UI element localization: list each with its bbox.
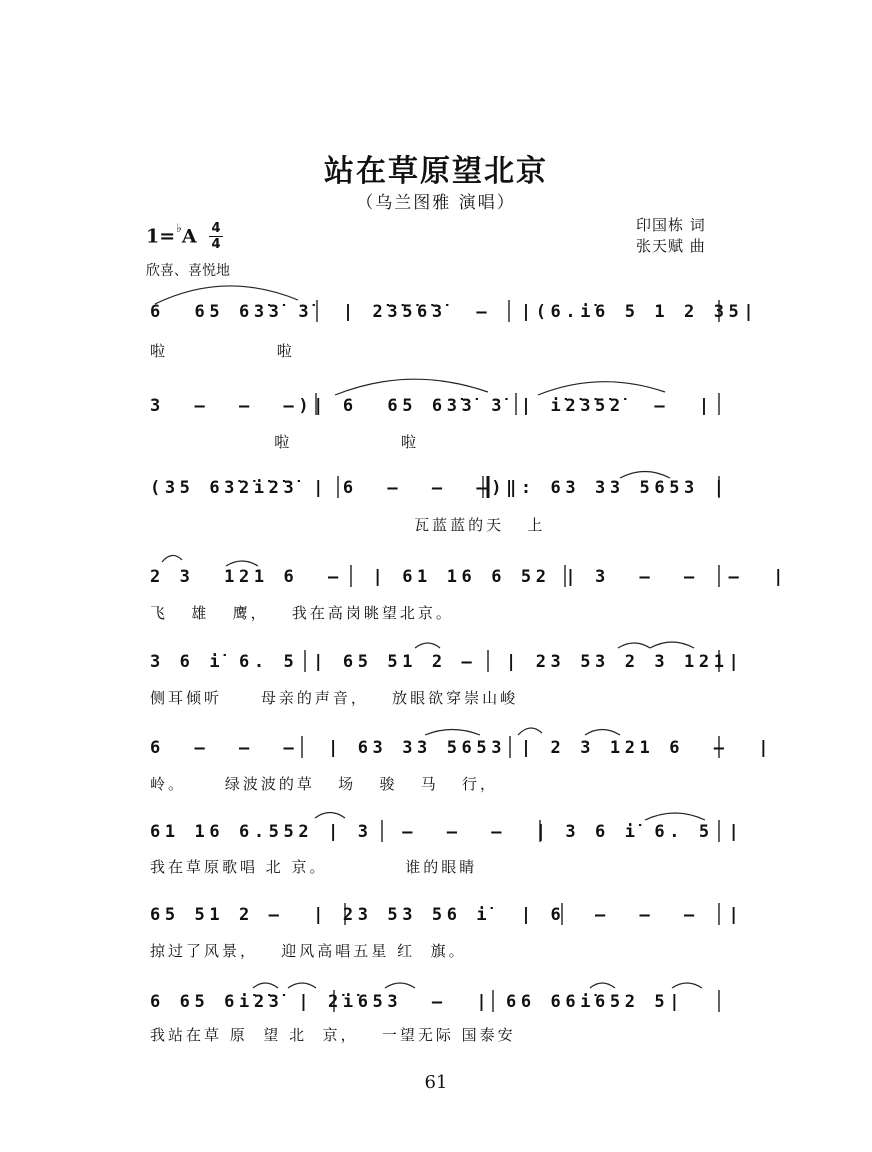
- notation-row: 2 3 121 6 – | 61 16 6 52 | 3 – – – |: [150, 567, 788, 587]
- performer-subtitle: （乌兰图雅 演唱）: [356, 193, 516, 213]
- slur-arc: [288, 983, 316, 988]
- lyrics-row: 瓦蓝蓝的天 上: [150, 516, 546, 534]
- slur-arc: [315, 813, 345, 819]
- lyrics-row: 岭。 绿波波的草 场 骏 马 行，: [150, 775, 499, 793]
- song-title: 站在草原望北京: [324, 154, 548, 189]
- slur-arc: [155, 286, 298, 304]
- notation-row: 61 16 6.552 | 3 – – – | 3 6 i̇ 6. 5 |: [150, 822, 744, 842]
- key-note: A: [181, 225, 197, 248]
- slur-arc: [425, 730, 480, 736]
- slur-arc: [385, 983, 415, 988]
- notation-row: 3 6 i̇ 6. 5 | 65 51 2 – | 23 53 2 3 121|: [150, 652, 744, 672]
- slur-arc: [645, 813, 705, 820]
- slur-arc: [415, 643, 440, 648]
- slur-arc: [226, 561, 258, 566]
- lyrics-row: 侧耳倾听 母亲的声音， 放眼欲穿崇山峻: [150, 689, 519, 707]
- composer-credit: 张天赋 曲: [636, 237, 706, 255]
- lyrics-row: 掠过了风景， 迎风高唱五星 红 旗。: [150, 942, 467, 960]
- slur-arc: [518, 728, 542, 735]
- slur-arc: [538, 382, 665, 395]
- slur-arc: [650, 642, 694, 648]
- slur-arc: [672, 983, 702, 988]
- notation-row: 6 65 6i̇2̇3̇ | 2̇i̇653 – | 66 66i̇652 5|: [150, 992, 685, 1012]
- meter-top: 4: [211, 221, 221, 236]
- notation-row: (35 63̇2̇i̇2̇3̇ | 6 – – –)‖: 63 33 5653 |: [150, 478, 729, 498]
- notation-row: 3 – – –)| 6 65 63̇3̇ 3̇ | i̇2̇3̇5̇2̇ – |: [150, 396, 714, 416]
- barlines: [302, 300, 719, 1012]
- lyrics-row: 啦 啦: [150, 433, 420, 451]
- lyricist-credit: 印国栋 词: [636, 216, 706, 234]
- lyrics-row: 啦 啦: [150, 342, 295, 360]
- slur-arc: [618, 643, 650, 648]
- slur-arc: [620, 472, 670, 479]
- notation-row: 6 – – – | 63 33 5653 | 2 3 121 6 – |: [150, 738, 774, 758]
- meter-bottom: 4: [211, 237, 221, 252]
- flat-symbol: ♭: [176, 221, 182, 235]
- slur-arc: [253, 983, 278, 988]
- slur-arc: [335, 379, 488, 395]
- slur-arc: [590, 983, 615, 988]
- notation-row: 65 51 2 – | 23 53 56 i̇ | 6 – – – |: [150, 905, 744, 925]
- slur-arc: [585, 730, 620, 736]
- page-number: 61: [424, 1072, 448, 1093]
- lyrics-row: 我在草原歌唱 北 京。 谁的眼睛: [150, 858, 478, 876]
- lyrics-row: 我站在草 原 望 北 京， 一望无际 国泰安: [150, 1026, 516, 1044]
- notation-row: 6 65 63̇3̇ 3̇ | 2̇3̇5̇6̇3̇ – |(6.i̇6 5 1 2 35|: [150, 302, 759, 322]
- expression-mark: 欣喜、喜悦地: [146, 263, 230, 279]
- key-prefix: 1=: [146, 225, 176, 248]
- lyrics-row: 飞 雄 鹰， 我在高岗眺望北京。: [150, 604, 454, 622]
- slur-arc: [162, 555, 182, 562]
